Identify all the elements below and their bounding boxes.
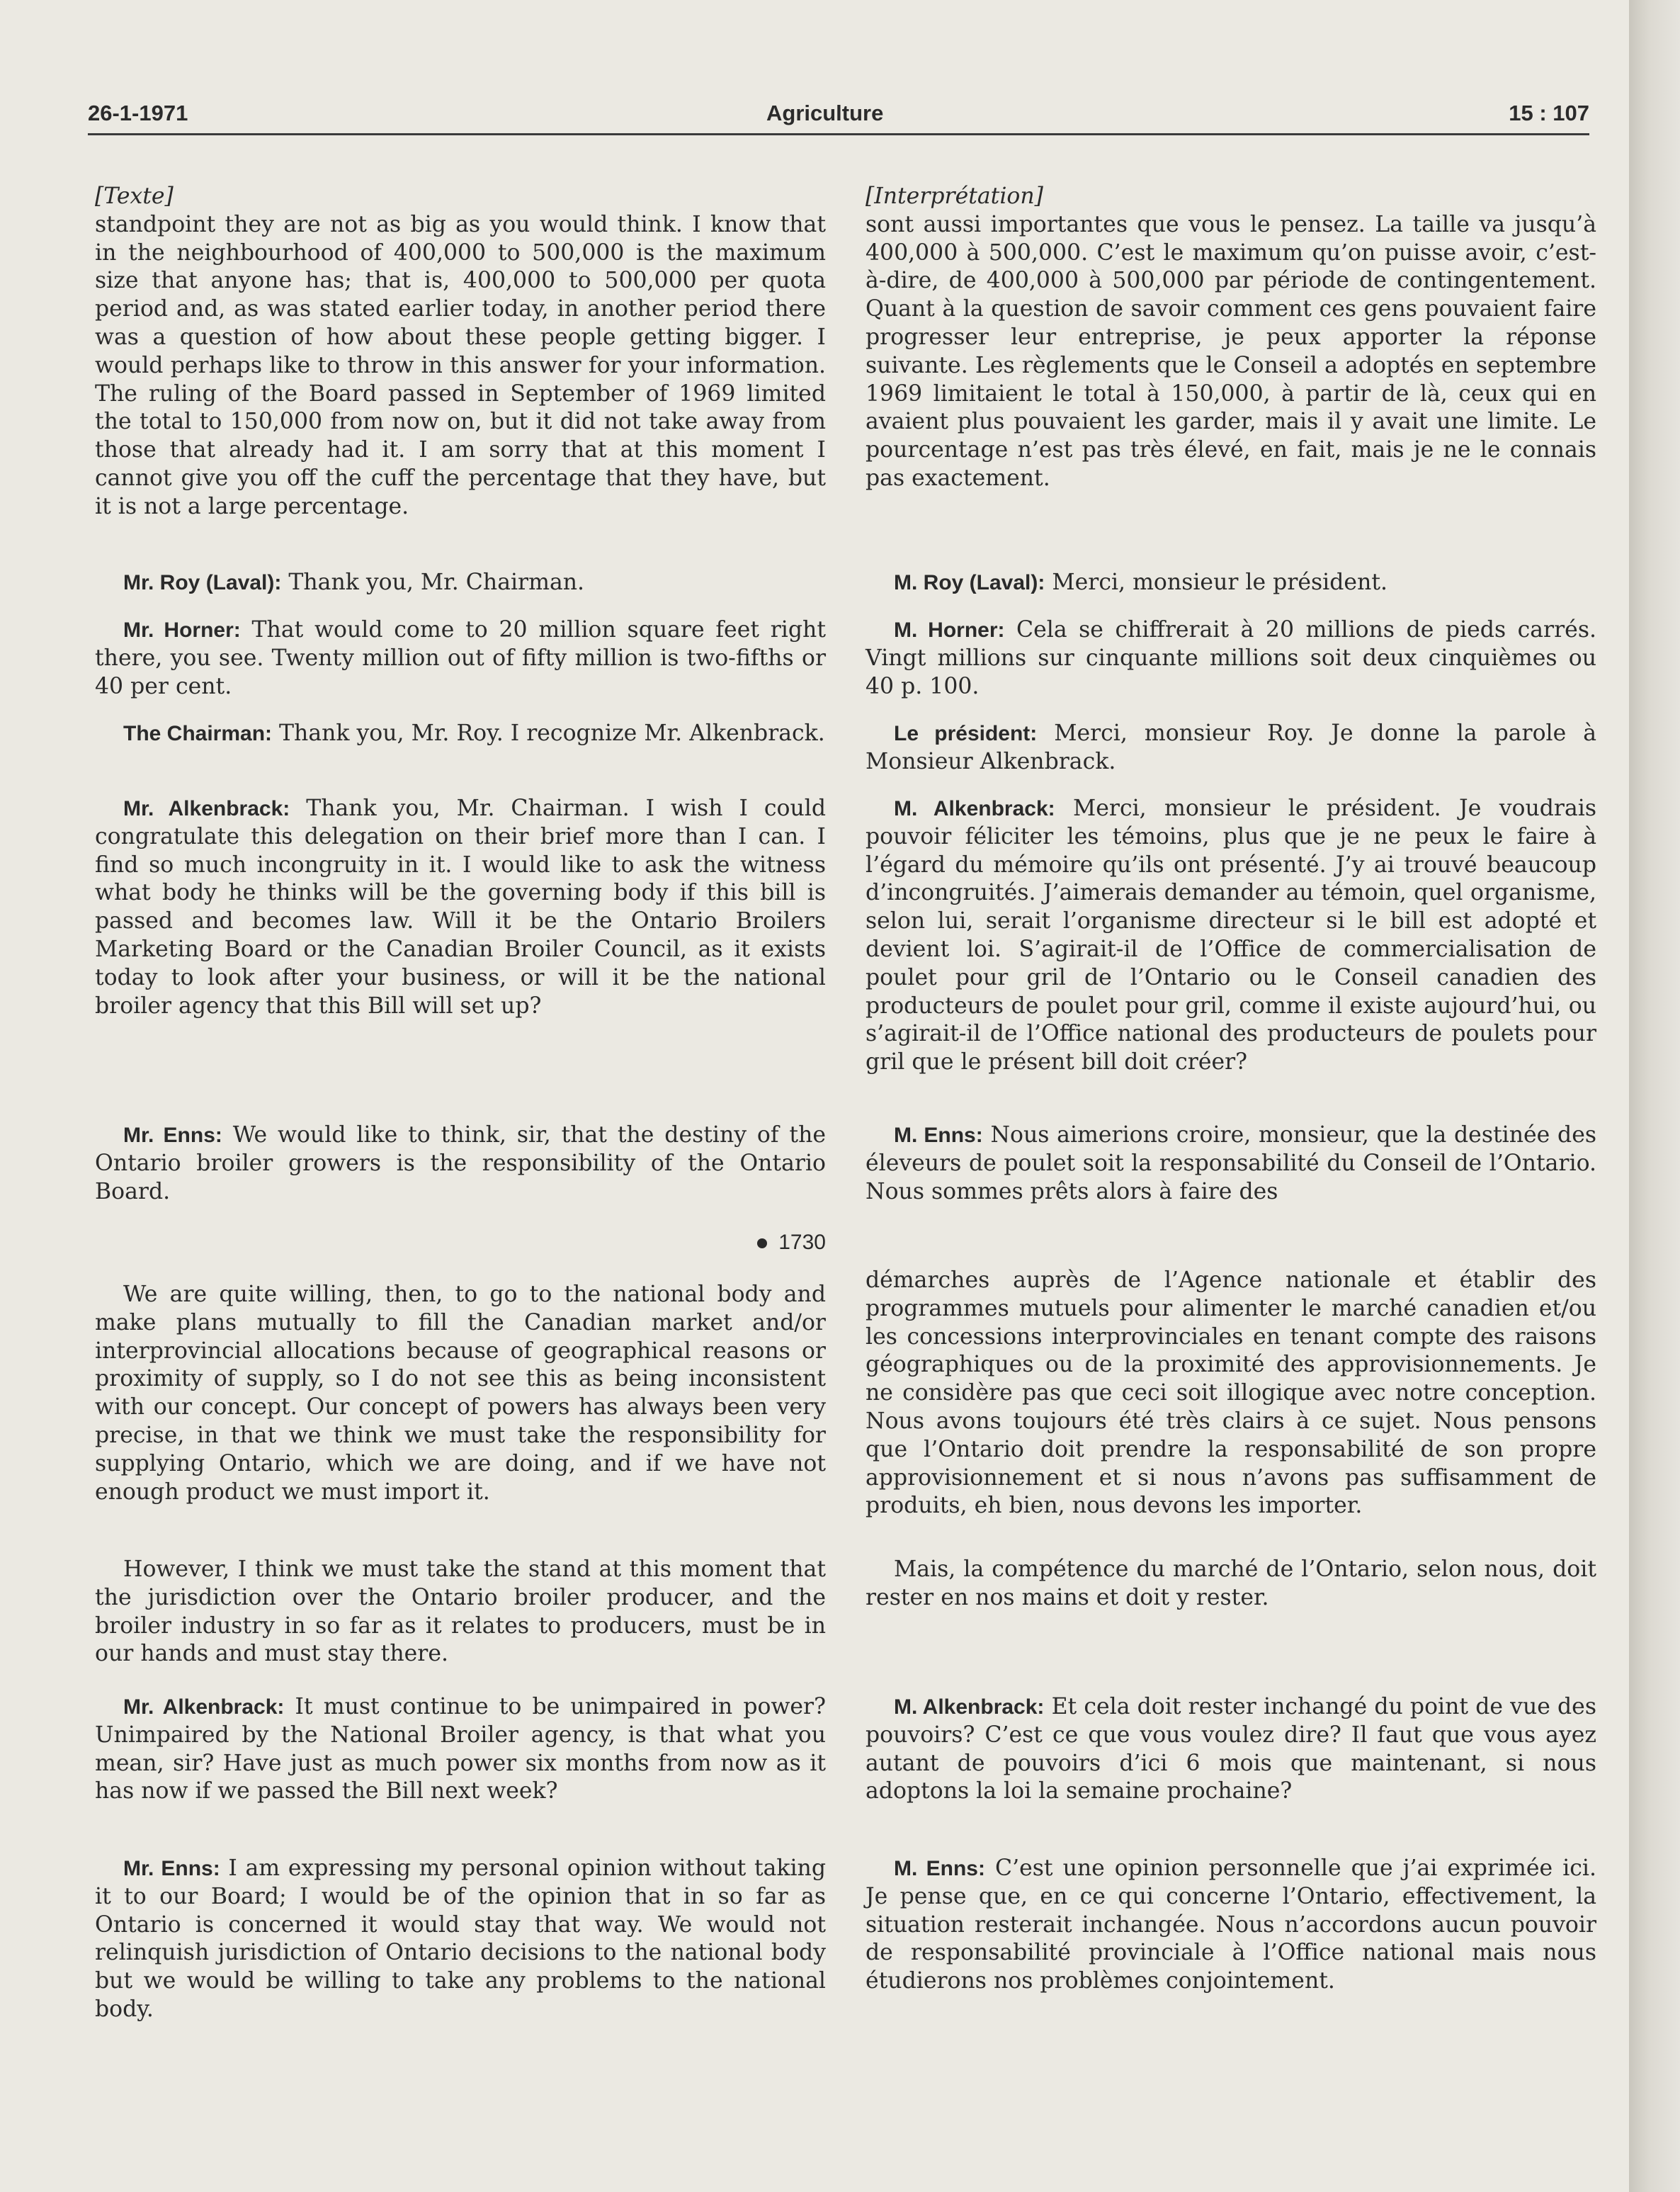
texte-label: [Texte] bbox=[95, 183, 174, 209]
french-paragraph-text: démarches auprès de l’Agence nationale et établir des programmes mutuels pour alimenter le marché canadien et/ou les concessions interprovinciales en tenant compte des raisons géographiques ou de la proximité des approvisionnements. Je ne considère pas que ceci soit illogique avec notre conception. Nous avons toujours été très clairs à ce sujet. Nous pensons que l’Ontario doit prendre la responsabilité de son propre approvisionnement et si nous n’avons pas suffisamment de produits, eh bien, nous devons les importer. bbox=[865, 1267, 1596, 1519]
english-paragraph-text: We are quite willing, then, to go to the national body and make plans mutually to fill the Canadian market and/or interprovincial allocations because of geographical reasons or proximity of supply, so I do not see this as being inconsistent with our concept. Our concept of powers has always been very precise, in that we think we must take the responsibility for supplying Ontario, which we are doing, and if we have not enough product we must import it. bbox=[95, 1282, 826, 1505]
header-journal-title: Agriculture bbox=[766, 101, 884, 125]
english-alkenbrack-statement-1 bbox=[95, 795, 826, 1020]
english-intro-block bbox=[95, 183, 826, 521]
english-enns-statement-1 bbox=[95, 1122, 826, 1206]
english-horner-statement bbox=[95, 616, 826, 701]
french-alkenbrack-statement-1 bbox=[865, 795, 1596, 1077]
french-horner-statement bbox=[865, 616, 1596, 701]
header-rule bbox=[88, 133, 1589, 135]
speaker-name: Mr. Horner: bbox=[123, 618, 241, 642]
french-alkenbrack-statement-2 bbox=[865, 1693, 1596, 1806]
speech-text: Cela se chiffrerait à 20 millions de pieds carrés. Vingt millions sur cinquante millions soit deux cinquièmes ou 40 p. 100. bbox=[865, 617, 1596, 699]
french-enns-statement-2 bbox=[865, 1855, 1596, 1996]
speech-text: Merci, monsieur Roy. Je donne la parole à Monsieur Alkenbrack. bbox=[865, 721, 1596, 774]
speaker-name: M. Horner: bbox=[894, 618, 1005, 642]
french-enns-statement-1 bbox=[865, 1122, 1596, 1206]
speaker-name: Le président: bbox=[894, 722, 1038, 745]
speech-text: It must continue to be unimpaired in power? Unimpaired by the National Broiler agency, is that what you mean, sir? Have just as much power six months from now as it has now if we passed the Bill next week? bbox=[95, 1694, 827, 1804]
speech-text: C’est une opinion personnelle que j’ai exprimée ici. Je pense que, en ce qui concerne l’Ontario, effectivement, la situation resterait inchangée. Nous n’accordons aucun pouvoir de responsabilité provinciale à l’Office national mais nous étudierons nos problèmes conjointement. bbox=[865, 1855, 1596, 1994]
speaker-name: Mr. Enns: bbox=[123, 1124, 222, 1147]
time-marker-text: 1730 bbox=[778, 1231, 826, 1254]
french-paragraph-mais bbox=[865, 1556, 1596, 1612]
english-paragraph-however bbox=[95, 1556, 826, 1668]
english-paragraph-willing bbox=[95, 1281, 826, 1506]
english-enns-statement-2 bbox=[95, 1855, 826, 2024]
header-date: 26-1-1971 bbox=[88, 101, 188, 125]
english-alkenbrack-statement-2 bbox=[95, 1693, 826, 1806]
french-roy-statement bbox=[865, 569, 1596, 597]
speaker-name: M. Enns: bbox=[894, 1124, 983, 1147]
english-chairman-statement bbox=[95, 720, 826, 748]
french-paragraph-demarches bbox=[865, 1267, 1596, 1520]
english-paragraph-text: However, I think we must take the stand at this moment that the jurisdiction over the Ontario broiler producer, and the broiler industry in so far as it relates to producers, must be in our hands and must stay there. bbox=[95, 1557, 826, 1667]
english-paragraph-standpoint: standpoint they are not as big as you would think. I know that in the neighbourhood of 400,000 to 500,000 is the maximum size that anyone has; that is, 400,000 to 500,000 per quota period and, as was stated earlier today, in another period there was a question of how about these people getting bigger. I would perhaps like to throw in this answer for your information. The ruling of the Board passed in September of 1969 limited the total to 150,000 from now on, but it did not take away from those that already had it. I am sorry that at this moment I cannot give you off the cuff the percentage that they have, but it is not a large percentage. bbox=[95, 211, 826, 519]
speech-text: Nous aimerions croire, monsieur, que la destinée des éleveurs de poulet soit la responsabilité du Conseil de l’Ontario. Nous sommes prêts alors à faire des bbox=[865, 1122, 1596, 1204]
speech-text: Thank you, Mr. Roy. I recognize Mr. Alkenbrack. bbox=[272, 721, 825, 746]
speech-text: Thank you, Mr. Chairman. bbox=[281, 570, 585, 595]
speaker-name: M. Alkenbrack: bbox=[894, 797, 1055, 820]
time-marker-1730 bbox=[95, 1228, 826, 1257]
speaker-name: Mr. Alkenbrack: bbox=[123, 797, 290, 820]
speech-text: That would come to 20 million square feet right there, you see. Twenty million out of fifty million is two-fifths or 40 per cent. bbox=[95, 617, 826, 699]
speech-text: Et cela doit rester inchangé du point de vue des pouvoirs? C’est ce que vous voulez dire? Il faut que vous ayez autant de pouvoirs d’ici 6 mois que maintenant, si nous adoptons la loi la semaine prochaine? bbox=[865, 1694, 1596, 1804]
speaker-name: Mr. Alkenbrack: bbox=[123, 1695, 285, 1719]
speech-text: I am expressing my personal opinion without taking it to our Board; I would be of the opinion that in so far as Ontario is concerned it would stay that way. We would not relinquish jurisdiction of Ontario decisions to the national body but we would be willing to take any problems to the national body. bbox=[95, 1855, 827, 2022]
french-paragraph-taille: sont aussi importantes que vous le pensez. La taille va jusqu’à 400,000 à 500,000. C’est le maximum qu’on puisse avoir, c’est-à-dire, de 400,000 à 500,000 par période de contingentement. Quant à la question de savoir comment ces gens pouvaient faire progresser leur entreprise, je peux apporter la réponse suivante. Les règlements que le Conseil a adoptés en septembre 1969 limitaient le total à 150,000, à partir de là, ceux qui en avaient plus pouvaient les garder, mais il y avait une limite. Le pourcentage n’est pas très élevé, en fait, mais je ne le connais pas exactement. bbox=[865, 211, 1596, 491]
speaker-name: M. Alkenbrack: bbox=[894, 1695, 1045, 1719]
page-edge-shadow bbox=[1629, 0, 1680, 2192]
speaker-name: Mr. Enns: bbox=[123, 1857, 220, 1880]
french-intro-block bbox=[865, 183, 1596, 493]
french-president-statement bbox=[865, 720, 1596, 776]
speaker-name: M. Enns: bbox=[894, 1857, 985, 1880]
interpretation-label: [Interprétation] bbox=[865, 183, 1043, 209]
speaker-name: M. Roy (Laval): bbox=[894, 571, 1045, 594]
running-header bbox=[88, 95, 1589, 135]
speaker-name: The Chairman: bbox=[123, 722, 273, 745]
bullet-icon bbox=[757, 1238, 767, 1248]
speaker-name: Mr. Roy (Laval): bbox=[123, 571, 282, 594]
speech-text: Thank you, Mr. Chairman. I wish I could congratulate this delegation on their brief more than I can. I find so much incongruity in it. I would like to ask the witness what body he thinks will be the governing body if this bill is passed and becomes law. Will it be the Ontario Broilers Marketing Board or the Canadian Broiler Council, as it exists today to look after your business, or will it be the national broiler agency that this Bill will set up? bbox=[95, 796, 826, 1019]
speech-text: Merci, monsieur le président. bbox=[1045, 570, 1388, 595]
header-page-number: 15 : 107 bbox=[1509, 101, 1589, 125]
french-paragraph-text: Mais, la compétence du marché de l’Ontario, selon nous, doit rester en nos mains et doit y rester. bbox=[865, 1557, 1596, 1610]
speech-text: We would like to think, sir, that the destiny of the Ontario broiler growers is the responsibility of the Ontario Board. bbox=[95, 1122, 827, 1204]
english-roy-statement bbox=[95, 569, 826, 597]
speech-text: Merci, monsieur le président. Je voudrais pouvoir féliciter les témoins, plus que je ne peux le faire à l’égard du mémoire qu’ils ont présenté. J’y ai trouvé beaucoup d’incongruités. J’aimerais demander au témoin, quel organisme, selon lui, serait l’organisme directeur si le bill est adopté et devient loi. S’agirait-il de l’Office de commercialisation de poulet pour gril de l’Ontario ou le Conseil canadien des producteurs de poulet pour gril, comme il existe aujourd’hui, ou s’agirait-il de l’Office national des producteurs de poulets pour gril que le présent bill doit créer? bbox=[865, 796, 1596, 1075]
